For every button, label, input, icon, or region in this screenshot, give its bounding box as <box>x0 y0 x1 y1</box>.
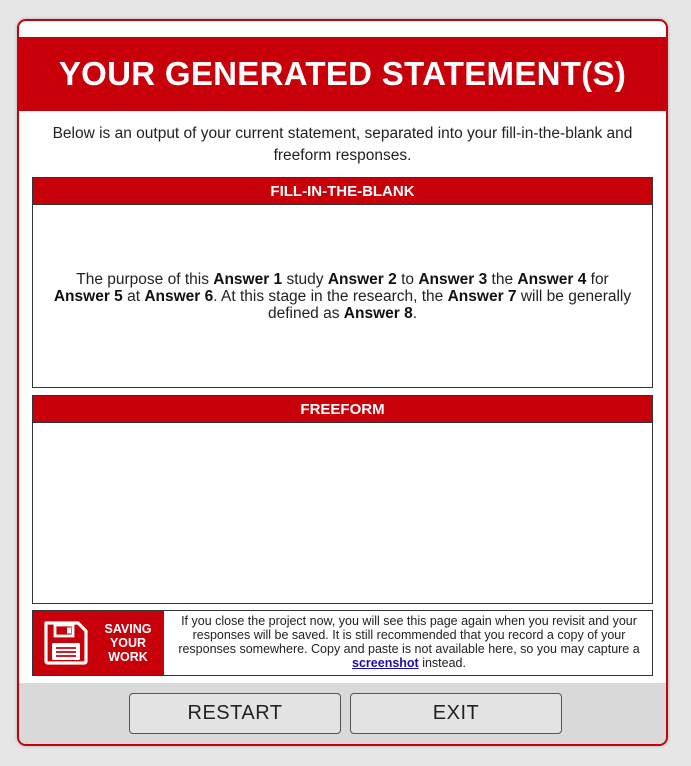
statement-text: . At this stage in the research, the <box>213 288 448 305</box>
statement-text: for <box>586 271 609 288</box>
fill-in-the-blank-body <box>33 205 652 388</box>
answer-placeholder: Answer 6 <box>144 288 214 305</box>
page-title-text: YOUR GENERATED STATEMENT(S) <box>58 55 627 92</box>
saving-text-before: If you close the project now, you will see this page again when you revisit and your responses will be saved. It is still recommended that you record a copy of your responses somewhere. Copy and paste is not available here, so you may capture a <box>178 614 640 656</box>
screenshot-link[interactable]: screenshot <box>352 656 419 670</box>
freeform-panel <box>32 395 653 604</box>
answer-placeholder: Answer 8 <box>343 305 413 322</box>
fill-in-the-blank-statement <box>51 271 634 322</box>
statement-text: the <box>487 271 518 288</box>
saving-notice <box>32 610 653 676</box>
answer-placeholder: Answer 1 <box>213 271 283 288</box>
exit-button[interactable]: EXIT <box>350 693 562 734</box>
intro-text: Below is an output of your current statement, separated into your fill-in-the-blank and freeform responses. <box>52 125 633 164</box>
statement-text: will be generally defined as <box>267 288 632 322</box>
statement-text: to <box>396 271 419 288</box>
statement-text: . <box>412 305 418 322</box>
saving-text-after: instead. <box>418 656 466 670</box>
statement-text: at <box>122 288 145 305</box>
saving-label: SAVING YOUR WORK <box>104 622 152 664</box>
fill-in-the-blank-header: FILL-IN-THE-BLANK <box>33 178 652 205</box>
floppy-disk-icon <box>42 619 90 667</box>
answer-placeholder: Answer 2 <box>327 271 397 288</box>
answer-placeholder: Answer 3 <box>418 271 488 288</box>
statement-window <box>17 19 668 746</box>
footer-bar <box>19 683 666 744</box>
saving-text <box>171 614 647 670</box>
page-title <box>19 37 666 111</box>
restart-button[interactable]: RESTART <box>129 693 341 734</box>
saving-badge <box>33 611 164 675</box>
statement-text: study <box>282 271 328 288</box>
statement-text: The purpose of this <box>76 271 214 288</box>
answer-placeholder: Answer 7 <box>447 288 517 305</box>
freeform-header: FREEFORM <box>33 396 652 423</box>
answer-placeholder: Answer 4 <box>517 271 587 288</box>
answer-placeholder: Answer 5 <box>53 288 123 305</box>
fill-in-the-blank-panel <box>32 177 653 388</box>
